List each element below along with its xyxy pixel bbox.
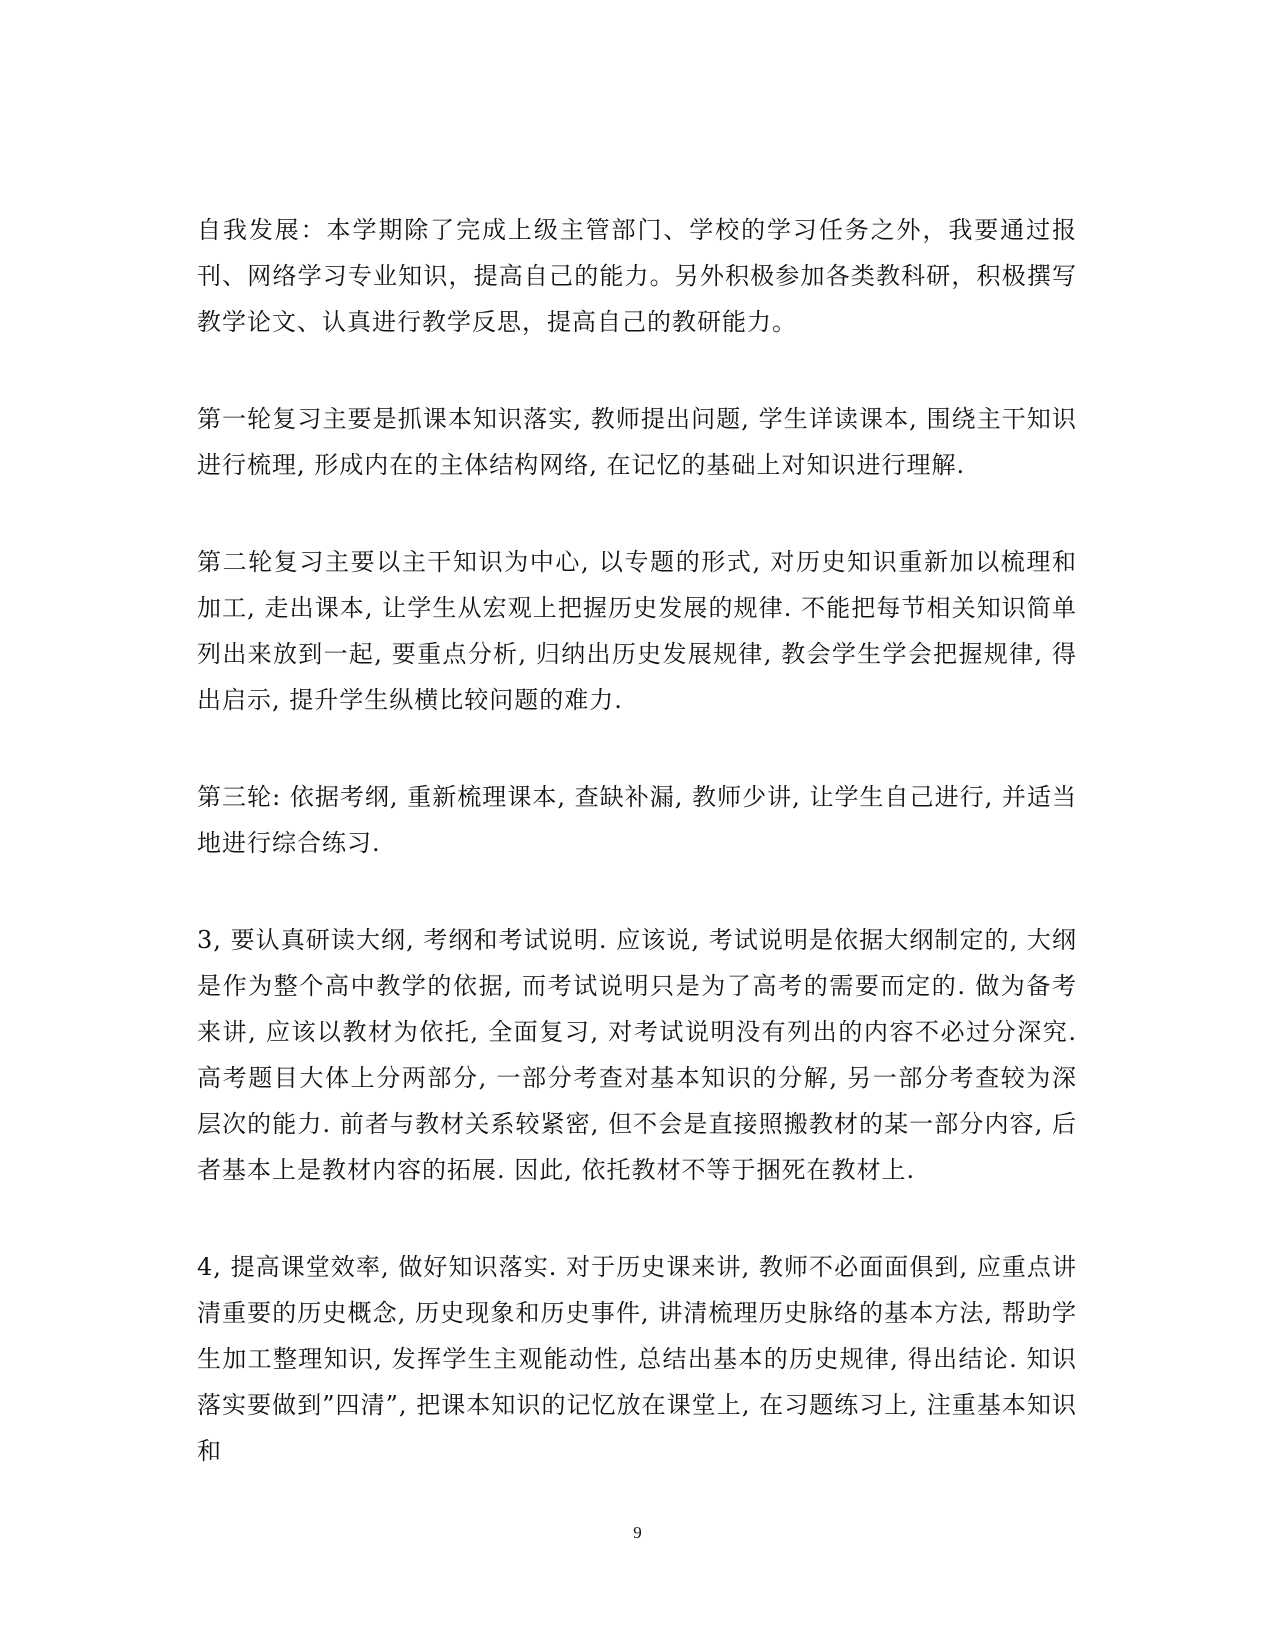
paragraph-second-round-review: 第二轮复习主要以主干知识为中心, 以专题的形式, 对历史知识重新加以梳理和加工, 走出课本, 让学生从宏观上把握历史发展的规律. 不能把每节相关知识简单列出来放到一起, 要重点分析, 归纳出历史发展规律, 教会学生学会把握规律, 得出启示, 提升学生纵横比较问题的难力. bbox=[197, 548, 1077, 714]
paragraph-self-development: 自我发展：本学期除了完成上级主管部门、学校的学习任务之外，我要通过报刊、网络学习专业知识，提高自己的能力。另外积极参加各类教科研，积极撰写教学论文、认真进行教学反思，提高自己的教研能力。 bbox=[197, 216, 1077, 336]
paragraph-classroom-efficiency: 4, 提高课堂效率, 做好知识落实. 对于历史课来讲, 教师不必面面俱到, 应重点讲清重要的历史概念, 历史现象和历史事件, 讲清梳理历史脉络的基本方法, 帮助学生加工整理知识, 发挥学生主观能动性, 总结出基本的历史规律, 得出结论. 知识落实要做到”四清”, 把课本知识的记忆放在课堂上, 在习题练习上, 注重基本知识和 bbox=[197, 1253, 1077, 1465]
paragraph-first-round-review: 第一轮复习主要是抓课本知识落实, 教师提出问题, 学生详读课本, 围绕主干知识进行梳理, 形成内在的主体结构网络, 在记忆的基础上对知识进行理解. bbox=[197, 405, 1077, 479]
paragraph-third-round-review: 第三轮: 依据考纲, 重新梳理课本, 查缺补漏, 教师少讲, 让学生自己进行, 并适当地进行综合练习. bbox=[197, 783, 1077, 857]
paragraph-study-syllabus: 3, 要认真研读大纲, 考纲和考试说明. 应该说, 考试说明是依据大纲制定的, 大纲是作为整个高中教学的依据, 而考试说明只是为了高考的需要而定的. 做为备考来讲, 应该以教材为依托, 全面复习, 对考试说明没有列出的内容不必过分深究. 高考题目大体上分两部分, 一部分考查对基本知识的分解, 另一部分考查较为深层次的能力. 前者与教材关系较紧密, 但不会是直接照搬教材的某一部分内容, 后者基本上是教材内容的拓展. 因此, 依托教材不等于捆死在教材上. bbox=[197, 926, 1077, 1184]
page-body bbox=[197, 207, 1077, 1474]
page-number: 9 bbox=[633, 1523, 642, 1542]
